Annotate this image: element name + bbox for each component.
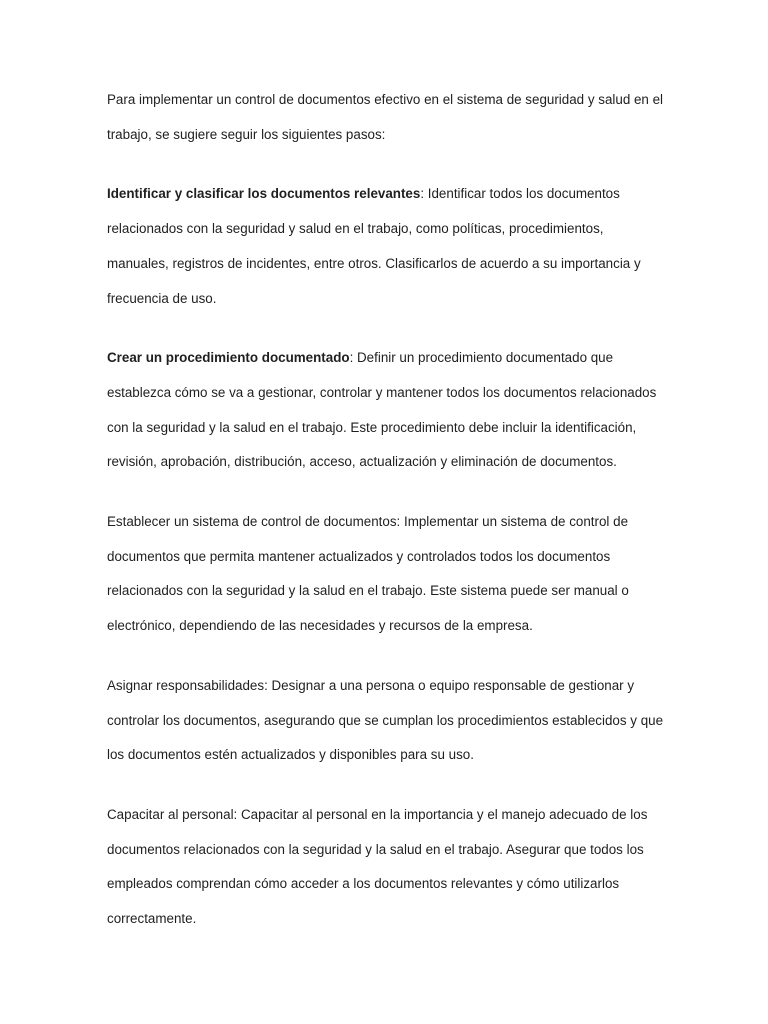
step-heading: Identificar y clasificar los documentos relevantes [107, 186, 421, 202]
step-paragraph-identify [107, 177, 668, 316]
step-body: Asignar responsabilidades: Designar a una persona o equipo responsable de gestionar y controlar los documentos, asegurando que se cumplan los procedimientos establecidos y que los documentos estén actualizados y disponibles para su uso. [107, 677, 664, 763]
step-body: Capacitar al personal: Capacitar al personal en la importancia y el manejo adecuado de los documentos relacionados con la seguridad y la salud en el trabajo. Asegurar que todos los empleados comprendan cómo acceder a los documentos relevantes y cómo utilizarlos correctamente. [107, 806, 648, 927]
step-body: Establecer un sistema de control de documentos: Implementar un sistema de control de documentos que permita mantener actualizados y controlados todos los documentos relacionados con la seguridad y la salud en el trabajo. Este sistema puede ser manual o electrónico, dependiendo de las necesidades y recursos de la empresa. [107, 514, 629, 634]
step-body: : Identificar todos los documentos relacionados con la seguridad y salud en el trabajo, como políticas, procedimientos, manuales, registros de incidentes, entre otros. Clasificarlos de acuerdo a su importancia y frecuencia de uso. [107, 186, 641, 306]
step-paragraph-control-system [107, 505, 668, 644]
step-paragraph-procedure [107, 341, 668, 480]
intro-paragraph: Para implementar un control de documentos efectivo en el sistema de seguridad y salud en el trabajo, se sugiere seguir los siguientes pasos: [107, 92, 664, 142]
step-paragraph-training [107, 798, 668, 937]
step-heading: Crear un procedimiento documentado [107, 350, 350, 366]
step-paragraph-responsibilities [107, 669, 668, 773]
step-body: : Definir un procedimiento documentado que establezca cómo se va a gestionar, controlar y mantener todos los documentos relacionados con la seguridad y la salud en el trabajo. Este procedimiento debe incluir la identificación, revisión, aprobación, distribución, acceso, actualización y eliminación de documentos. [107, 350, 657, 470]
